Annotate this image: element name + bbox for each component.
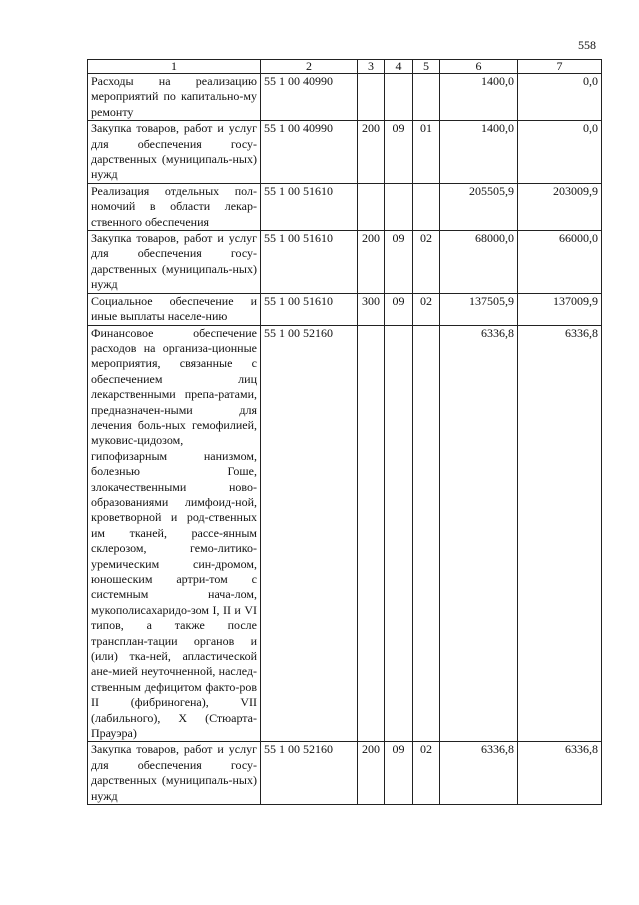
row-col-3 <box>358 183 385 230</box>
row-col-5: 02 <box>413 231 440 294</box>
row-value-6: 1400,0 <box>440 74 518 121</box>
row-col-5: 02 <box>413 742 440 805</box>
row-col-3: 200 <box>358 742 385 805</box>
row-code: 55 1 00 51610 <box>261 231 358 294</box>
row-col-3: 200 <box>358 121 385 184</box>
row-value-7: 137009,9 <box>518 293 602 325</box>
row-value-7: 66000,0 <box>518 231 602 294</box>
row-code: 55 1 00 51610 <box>261 183 358 230</box>
row-code: 55 1 00 40990 <box>261 74 358 121</box>
row-name: Закупка товаров, работ и услуг для обеспечения госу-дарственных (муниципаль-ных) нужд <box>88 742 261 805</box>
row-col-4 <box>385 74 413 121</box>
header-col-7: 7 <box>518 60 602 74</box>
header-col-3: 3 <box>358 60 385 74</box>
header-col-6: 6 <box>440 60 518 74</box>
table-row <box>88 231 602 294</box>
row-name: Реализация отдельных пол-номочий в области лекар-ственного обеспечения <box>88 183 261 230</box>
page-number: 558 <box>578 38 596 52</box>
row-col-4: 09 <box>385 742 413 805</box>
row-name: Расходы на реализацию мероприятий по капитально-му ремонту <box>88 74 261 121</box>
header-col-4: 4 <box>385 60 413 74</box>
row-name: Закупка товаров, работ и услуг для обеспечения госу-дарственных (муниципаль-ных) нужд <box>88 231 261 294</box>
row-value-6: 6336,8 <box>440 742 518 805</box>
table-row <box>88 293 602 325</box>
header-col-5: 5 <box>413 60 440 74</box>
table-row <box>88 742 602 805</box>
row-name: Финансовое обеспечение расходов на организа-ционные мероприятия, связанные с обеспечением лиц лекарственными препа-ратами, предназначен-ными для лечения боль-ных гемофилией, муковис-цидозом, гипофизарным нанизмом, болезнью Гоше, злокачественными ново-образованиями лимфоид-ной, кроветворной и род-ственных им тканей, рассе-янным склерозом, гемо-литико-уремическим син-дромом, юношеским артри-том с системным нача-лом, мукополисахаридо-зом I, II и VI типов, а также после трансплан-тации органов и (или) тка-ней, апластической ане-мией неуточненной, наслед-ственным дефицитом факто-ров II (фибриногена), VII (лабильного), X (Стюарта-Прауэра) <box>88 325 261 742</box>
row-code: 55 1 00 51610 <box>261 293 358 325</box>
row-col-3: 200 <box>358 231 385 294</box>
row-col-4 <box>385 325 413 742</box>
table-row <box>88 74 602 121</box>
row-code: 55 1 00 52160 <box>261 742 358 805</box>
row-col-5: 01 <box>413 121 440 184</box>
row-code: 55 1 00 40990 <box>261 121 358 184</box>
header-col-1: 1 <box>88 60 261 74</box>
row-value-6: 1400,0 <box>440 121 518 184</box>
budget-table <box>87 59 602 805</box>
row-col-4 <box>385 183 413 230</box>
table-row <box>88 325 602 742</box>
row-col-5 <box>413 183 440 230</box>
row-col-5 <box>413 74 440 121</box>
row-value-7: 203009,9 <box>518 183 602 230</box>
row-col-4: 09 <box>385 121 413 184</box>
table-body <box>88 74 602 805</box>
row-value-7: 6336,8 <box>518 742 602 805</box>
table-row <box>88 121 602 184</box>
header-row <box>88 60 602 74</box>
row-value-6: 6336,8 <box>440 325 518 742</box>
row-code: 55 1 00 52160 <box>261 325 358 742</box>
row-value-6: 68000,0 <box>440 231 518 294</box>
table-header <box>88 60 602 74</box>
row-col-3: 300 <box>358 293 385 325</box>
row-col-4: 09 <box>385 293 413 325</box>
row-col-3 <box>358 325 385 742</box>
row-col-3 <box>358 74 385 121</box>
row-name: Социальное обеспечение и иные выплаты населе-нию <box>88 293 261 325</box>
row-value-7: 6336,8 <box>518 325 602 742</box>
row-value-6: 137505,9 <box>440 293 518 325</box>
row-value-6: 205505,9 <box>440 183 518 230</box>
row-col-5 <box>413 325 440 742</box>
table-row <box>88 183 602 230</box>
header-col-2: 2 <box>261 60 358 74</box>
row-name: Закупка товаров, работ и услуг для обеспечения госу-дарственных (муниципаль-ных) нужд <box>88 121 261 184</box>
row-value-7: 0,0 <box>518 74 602 121</box>
row-col-4: 09 <box>385 231 413 294</box>
row-value-7: 0,0 <box>518 121 602 184</box>
row-col-5: 02 <box>413 293 440 325</box>
